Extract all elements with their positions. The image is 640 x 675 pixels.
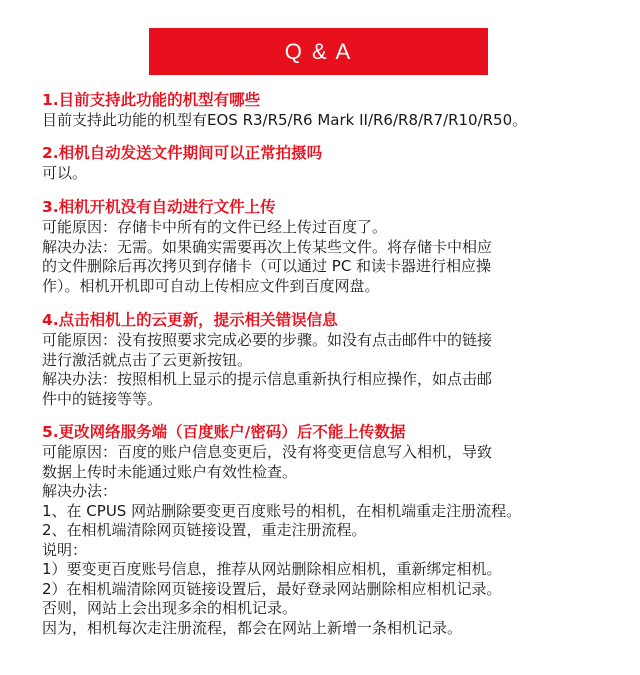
qa-banner	[149, 28, 488, 75]
question-4: 4.点击相机上的云更新，提示相关错误信息	[42, 311, 338, 329]
answer-4-line-4: 件中的链接等等。	[42, 389, 163, 408]
qa-item-5	[42, 422, 634, 638]
answer-5-line-7: 1）要变更百度账号信息，推荐从网站删除相应相机，重新绑定相机。	[42, 560, 502, 578]
qa-item-1	[42, 90, 634, 131]
answer-5-line-9: 否则，网站上会出现多余的相机记录。	[42, 599, 298, 617]
qa-item-3	[42, 197, 634, 296]
qa-item-4	[42, 310, 634, 409]
answer-2-line-1: 可以。	[42, 163, 88, 182]
answer-5-line-6: 说明：	[42, 540, 88, 559]
answer-4-line-2: 进行激活就点击了云更新按钮。	[42, 350, 253, 369]
answer-5-line-10: 因为，相机每次走注册流程，都会在网站上新增一条相机记录。	[42, 618, 463, 637]
answer-5-line-3: 解决办法：	[42, 482, 118, 500]
qa-content	[42, 90, 634, 638]
question-3: 3.相机开机没有自动进行文件上传	[42, 198, 276, 216]
answer-1-line-1: 目前支持此功能的机型有EOS R3/R5/R6 Mark II/R6/R8/R7/R10/R50。	[42, 111, 528, 129]
answer-5-line-8: 2）在相机端清除网页链接设置后，最好登录网站删除相应相机记录。	[42, 579, 502, 598]
question-2: 2.相机自动发送文件期间可以正常拍摄吗	[42, 143, 323, 162]
banner-title: Q & A	[284, 38, 353, 64]
answer-3-line-4: 作）。相机开机即可自动上传相应文件到百度网盘。	[42, 276, 380, 295]
answer-3-line-1: 可能原因：存储卡中所有的文件已经上传过百度了。	[42, 218, 388, 236]
question-1: 1.目前支持此功能的机型有哪些	[42, 91, 261, 109]
answer-4-line-3: 解决办法：按照相机上显示的提示信息重新执行相应操作，如点击邮	[42, 370, 493, 388]
answer-5-line-4: 1、在 CPUS 网站删除要变更百度账号的相机，在相机端重走注册流程。	[42, 501, 522, 520]
answer-5-line-1: 可能原因：百度的账户信息变更后，没有将变更信息写入相机，导致	[42, 443, 493, 461]
answer-4-line-1: 可能原因：没有按照要求完成必要的步骤。如没有点击邮件中的链接	[42, 331, 493, 349]
answer-3-line-3: 的文件删除后再次拷贝到存储卡（可以通过 PC 和读卡器进行相应操	[42, 257, 492, 275]
answer-3-line-2: 解决办法：无需。如果确实需要再次上传某些文件。将存储卡中相应	[42, 237, 493, 256]
answer-5-line-5: 2、在相机端清除网页链接设置，重走注册流程。	[42, 521, 367, 539]
question-5: 5.更改网络服务端（百度账户/密码）后不能上传数据	[42, 423, 406, 441]
qa-item-2	[42, 143, 634, 184]
answer-5-line-2: 数据上传时未能通过账户有效性检查。	[42, 462, 298, 481]
